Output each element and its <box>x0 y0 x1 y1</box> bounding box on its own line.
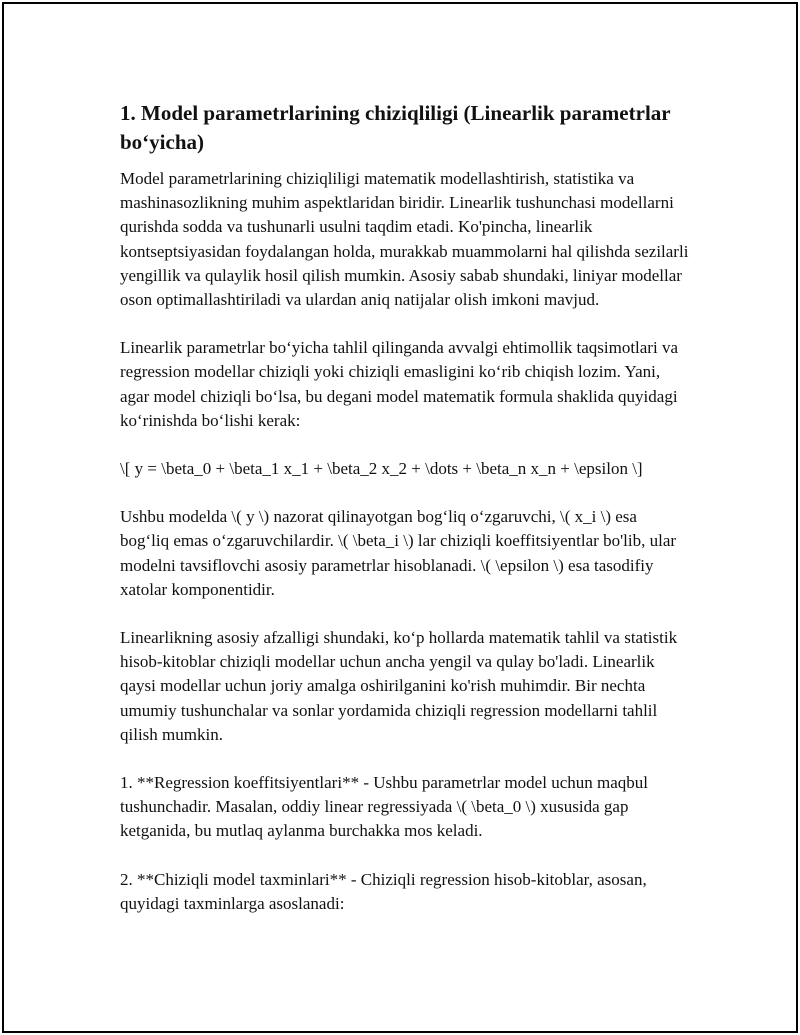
paragraph-variables: Ushbu modelda \( y \) nazorat qilinayotgan bog‘liq o‘zgaruvchi, \( x_i \) esa bog‘liq emas o‘zgaruvchilardir. \( \beta_i \) lar chiziqli koeffitsiyentlar bo'lib, ular modelni tavsiflovchi asosiy parametrlar hisoblanadi. \( \epsilon \) esa tasodifiy xatolar komponentidir. <box>120 507 677 599</box>
document-body <box>120 99 690 940</box>
paragraph-linearity-analysis: Linearlik parametrlar bo‘yicha tahlil qilinganda avvalgi ehtimollik taqsimotlari va regression modellar chiziqli yoki chiziqli emasligini ko‘rib chiqish lozim. Yani, agar model chiziqli bo‘lsa, bu degani model matematik formula shaklida quyidagi ko‘rinishda bo‘lishi kerak: <box>120 338 678 430</box>
paragraph-formula: \[ y = \beta_0 + \beta_1 x_1 + \beta_2 x_2 + \dots + \beta_n x_n + \epsilon \] <box>120 459 643 479</box>
page-frame <box>2 2 798 1033</box>
section-heading: 1. Model parametrlarining chiziqliligi (Linearlik parametrlar bo‘yicha) <box>120 101 671 154</box>
paragraph-item-2: 2. **Chiziqli model taxminlari** - Chiziqli regression hisob-kitoblar, asosan, quyidagi taxminlarga asoslanadi: <box>120 869 647 913</box>
paragraph-item-1: 1. **Regression koeffitsiyentlari** - Ushbu parametrlar model uchun maqbul tushunchadir. Masalan, oddiy linear regressiyada \( \beta_0 \) xususida gap ketganida, bu mutlaq aylanma burchakka mos keladi. <box>120 773 648 841</box>
paragraph-intro: Model parametrlarining chiziqliligi matematik modellashtirish, statistika va mashinasozlikning muhim aspektlaridan biridir. Linearlik tushunchasi modellarni qurishda sodda va tushunarli usulni taqdim etadi. Ko'pincha, linearlik kontseptsiyasidan foydalangan holda, murakkab muammolarni hal qilishda sezilarli yengillik va qulaylik hosil qilish mumkin. Asosiy sabab shundaki, liniyar modellar oson optimallashtiriladi va ulardan aniq natijalar olish imkoni mavjud. <box>120 169 689 310</box>
paragraph-advantages: Linearlikning asosiy afzalligi shundaki, ko‘p hollarda matematik tahlil va statistik hisob-kitoblar chiziqli modellar uchun ancha yengil va qulay bo'ladi. Linearlik qaysi modellar uchun joriy amalga oshirilganini ko'rish muhimdir. Bir nechta umumiy tushunchalar va sonlar yordamida chiziqli regression modellarni tahlil qilish mumkin. <box>120 628 678 744</box>
